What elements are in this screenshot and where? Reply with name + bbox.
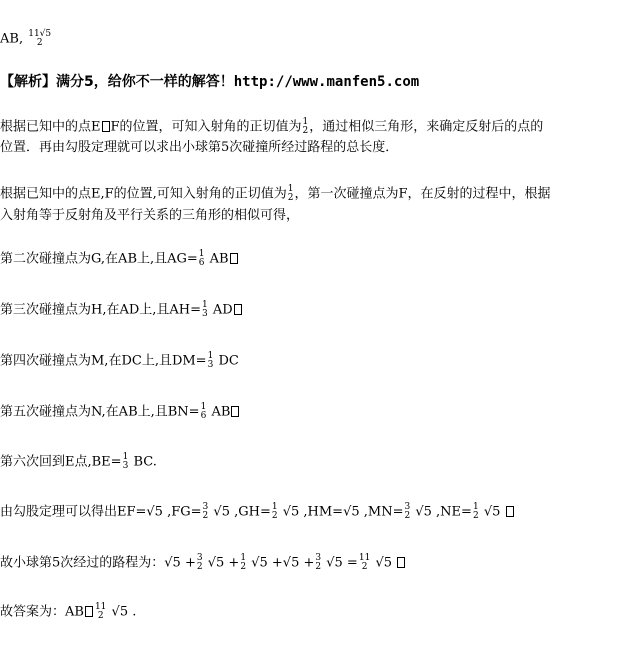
- path-fraction-4: [359, 554, 370, 572]
- step-line: [0, 352, 239, 370]
- path-f2-den: 2: [240, 562, 247, 572]
- step-fraction-num: 1: [122, 452, 129, 462]
- analysis-tag: 【解析】: [0, 74, 56, 90]
- step-fraction-num: 1: [202, 300, 208, 310]
- answer-text-a: 故答案为：AB: [0, 604, 84, 620]
- pyth-text-e: √5: [483, 504, 501, 520]
- step-fraction-den: 3: [122, 461, 129, 471]
- path-length-line: [0, 554, 406, 572]
- missing-glyph-box: [397, 557, 405, 568]
- top-fraction-numerator: 11√5: [28, 29, 52, 39]
- path-text-a: 故小球第5次经过的路程为：√5 +: [0, 555, 196, 571]
- path-f3-num: 3: [315, 553, 322, 563]
- step-text: 第五次碰撞点为N,在AB上,且BN=: [0, 404, 200, 420]
- missing-glyph-box: [85, 606, 93, 617]
- step-segment: DC: [218, 353, 239, 369]
- step-fraction: [201, 403, 207, 421]
- paragraph-1-line-1: [0, 118, 543, 136]
- step-text: 第三次碰撞点为H,在AD上,且AH=: [0, 302, 202, 318]
- step-fraction-num: 1: [207, 351, 214, 361]
- step-text: 第四次碰撞点为M,在DC上,且DM=: [0, 353, 207, 369]
- answer-f-den: 2: [97, 611, 104, 621]
- step-text: 第六次回到E点,BE=: [0, 454, 122, 470]
- step-fraction: [202, 301, 208, 319]
- paragraph-2-line-2: 入射角等于反射角及平行关系的三角形的相似可得，: [0, 208, 300, 223]
- missing-glyph-box: [230, 253, 238, 264]
- site-url: http://www.manfen5.com: [233, 74, 420, 90]
- step-fraction: [199, 250, 205, 268]
- pyth-fraction-1: [203, 503, 209, 521]
- step-line: [0, 403, 240, 421]
- step-fraction-den: 6: [200, 411, 207, 421]
- step-segment: BC.: [133, 454, 157, 470]
- step-line: [0, 250, 239, 268]
- missing-glyph-box: [231, 406, 239, 417]
- pyth-fraction-3: [404, 503, 410, 521]
- missing-glyph-box: [234, 304, 242, 315]
- answer-fraction: [95, 603, 106, 621]
- path-f1-den: 2: [196, 562, 203, 572]
- pyth-text-d: √5 ,NE=: [415, 504, 472, 520]
- p1-text-c: ，通过相似三角形，来确定反射后的点的: [309, 119, 544, 135]
- pyth-f4-num: 1: [472, 502, 479, 512]
- paragraph-1-line-2: 位置．再由勾股定理就可以求出小球第5次碰撞所经过路程的总长度．: [0, 140, 399, 155]
- pyth-fraction-4: [473, 503, 479, 521]
- top-fraction-denominator: 2: [36, 38, 43, 48]
- step-segment: AB: [209, 251, 229, 267]
- step-segment: AD: [212, 302, 233, 318]
- path-f4-den: 2: [361, 562, 368, 572]
- step-fraction: [208, 352, 214, 370]
- path-f2-num: 1: [240, 553, 247, 563]
- pythagorean-line: [0, 503, 515, 521]
- step-fraction-num: 1: [200, 402, 207, 412]
- pyth-text-a: 由勾股定理可以得出EF=√5 ,FG=: [0, 504, 202, 520]
- missing-glyph-box: [506, 506, 514, 517]
- path-text-d: √5 =: [326, 555, 358, 571]
- step-line: [0, 453, 157, 471]
- p1-half-num: 1: [302, 117, 309, 127]
- pyth-f2-num: 1: [271, 502, 278, 512]
- final-answer-line: [0, 603, 136, 621]
- path-fraction-2: [240, 554, 246, 572]
- p2-half-fraction: [288, 185, 294, 203]
- score-text: 满分5，给你不一样的解答！: [56, 74, 234, 90]
- pyth-text-b: √5 ,GH=: [213, 504, 271, 520]
- p2-text-a: 根据已知中的点E,F的位置,可知入射角的正切值为: [0, 186, 287, 202]
- top-ab-text: AB,: [0, 31, 24, 47]
- p1-text-b: F的位置，可知入射角的正切值为: [110, 119, 302, 135]
- path-f1-num: 3: [196, 553, 203, 563]
- paragraph-2-line-1: [0, 185, 551, 203]
- missing-glyph-box: [102, 121, 110, 132]
- p1-half-fraction: [303, 118, 309, 136]
- p2-half-den: 2: [287, 193, 294, 203]
- answer-text-b: √5 .: [111, 604, 137, 620]
- p1-text-a: 根据已知中的点E: [0, 119, 101, 135]
- step-text: 第二次碰撞点为G,在AB上,且AG=: [0, 251, 198, 267]
- pyth-fraction-2: [272, 503, 278, 521]
- step-line: [0, 301, 243, 319]
- path-text-e: √5: [375, 555, 392, 571]
- step-fraction-den: 6: [198, 258, 205, 268]
- pyth-f2-den: 2: [271, 511, 278, 521]
- step-fraction-den: 3: [207, 360, 214, 370]
- path-fraction-1: [197, 554, 203, 572]
- top-fraction: [28, 30, 51, 48]
- step-fraction-num: 1: [198, 249, 205, 259]
- path-fraction-3: [315, 554, 321, 572]
- analysis-header: [0, 74, 419, 91]
- pyth-f1-num: 3: [202, 502, 209, 512]
- step-fraction: [123, 453, 129, 471]
- step-segment: AB: [211, 404, 231, 420]
- pyth-f4-den: 2: [472, 511, 479, 521]
- answer-f-num: 11: [94, 602, 107, 612]
- step-fraction-den: 3: [202, 309, 208, 319]
- p1-half-den: 2: [302, 126, 309, 136]
- p2-half-num: 1: [287, 184, 294, 194]
- path-f3-den: 2: [315, 562, 322, 572]
- path-text-b: √5 +: [207, 555, 240, 571]
- pyth-text-c: √5 ,HM=√5 ,MN=: [282, 504, 404, 520]
- pyth-f3-num: 3: [404, 502, 411, 512]
- top-answer-line: [0, 30, 52, 48]
- pyth-f1-den: 2: [202, 511, 209, 521]
- path-text-c: √5 +√5 +: [251, 555, 315, 571]
- path-f4-num: 11: [358, 553, 371, 563]
- pyth-f3-den: 2: [404, 511, 411, 521]
- p2-text-b: ，第一次碰撞点为F，在反射的过程中，根据: [294, 186, 551, 202]
